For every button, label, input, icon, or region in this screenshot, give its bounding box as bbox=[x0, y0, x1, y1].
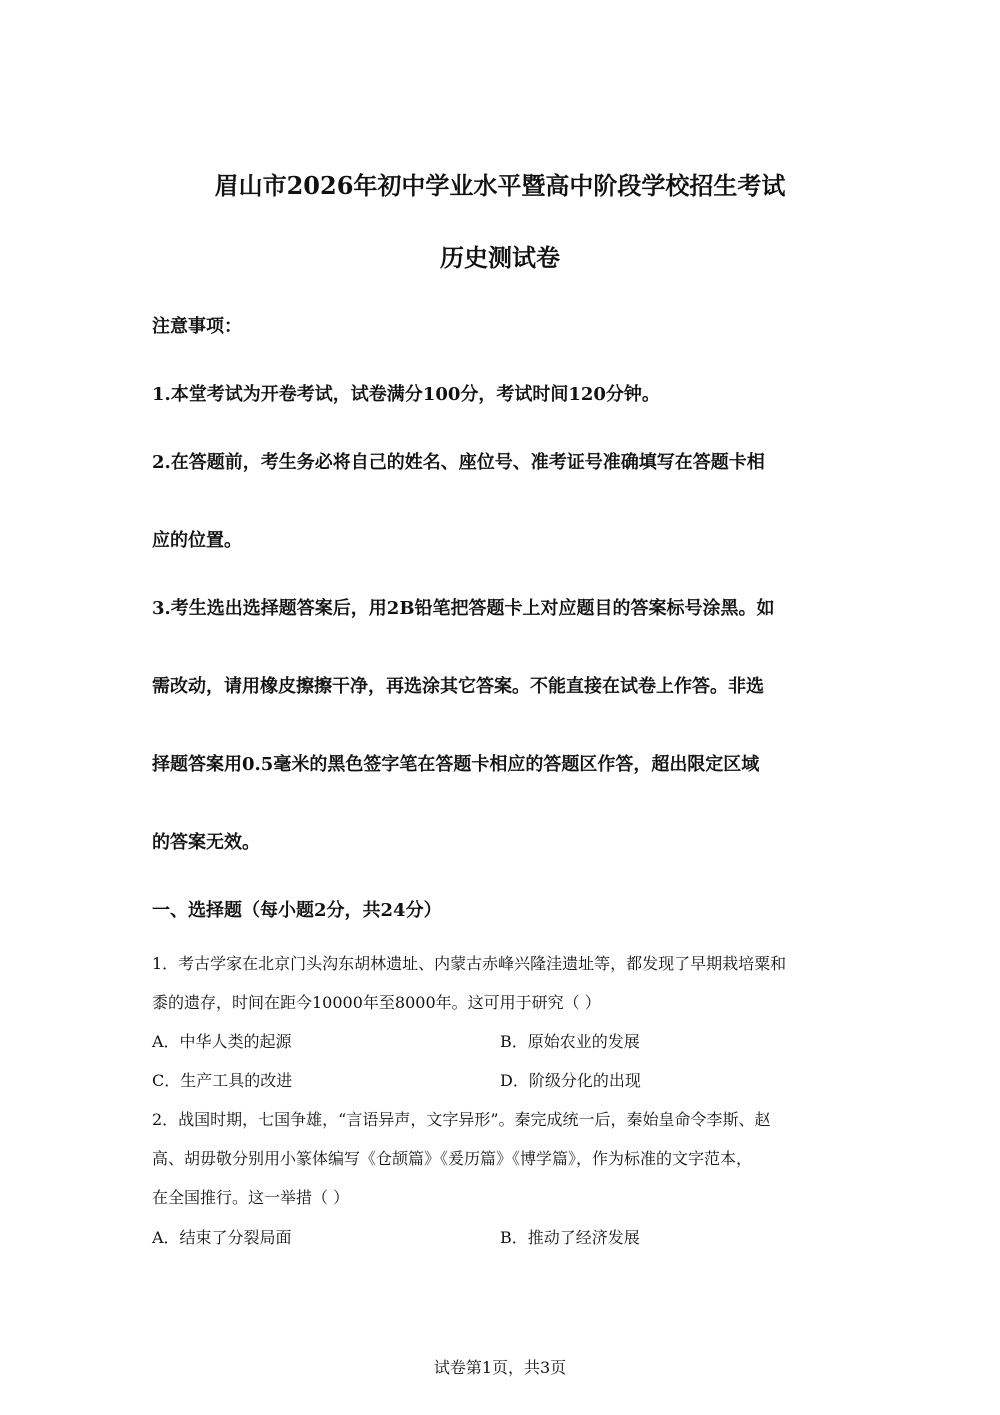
notice-line-3d: 的答案无效。 bbox=[152, 832, 260, 853]
notice-line-1: 1.本堂考试为开卷考试，试卷满分100分，考试时间120分钟。 bbox=[152, 384, 660, 405]
notice-line-3b: 需改动，请用橡皮擦擦干净，再选涂其它答案。不能直接在试卷上作答。非选 bbox=[152, 676, 764, 697]
exam-title: 眉山市2026年初中学业水平暨高中阶段学校招生考试 bbox=[214, 171, 786, 200]
question-1-option-c: C．生产工具的改进 bbox=[152, 1071, 293, 1090]
question-2-line-2: 高、胡毋敬分别用小篆体编写《仓颉篇》《爰历篇》《博学篇》，作为标准的文字范本， bbox=[152, 1149, 753, 1168]
notice-line-2a: 2.在答题前，考生务必将自己的姓名、座位号、准考证号准确填写在答题卡相 bbox=[152, 452, 765, 473]
question-1-option-b: B．原始农业的发展 bbox=[500, 1032, 640, 1051]
question-1-option-d: D．阶级分化的出现 bbox=[500, 1071, 641, 1090]
question-1-line-2: 黍的遗存，时间在距今10000年至8000年。这可用于研究（ ） bbox=[152, 993, 601, 1012]
question-1-line-1: 1．考古学家在北京门头沟东胡林遗址、内蒙古赤峰兴隆洼遗址等，都发现了早期栽培粟和 bbox=[152, 954, 787, 973]
question-2-line-1: 2．战国时期，七国争雄，“言语异声，文字异形”。秦完成统一后，秦始皇命令李斯、赵 bbox=[152, 1110, 771, 1129]
question-2-option-b: B．推动了经济发展 bbox=[500, 1228, 640, 1247]
section-heading: 一、选择题（每小题2分，共24分） bbox=[152, 900, 442, 921]
notice-heading: 注意事项： bbox=[152, 316, 242, 337]
notice-line-2b: 应的位置。 bbox=[152, 530, 242, 551]
question-2-option-a: A．结束了分裂局面 bbox=[152, 1228, 292, 1247]
notice-line-3a: 3.考生选出选择题答案后，用2B铅笔把答题卡上对应题目的答案标号涂黑。如 bbox=[152, 598, 775, 619]
notice-line-3c: 择题答案用0.5毫米的黑色签字笔在答题卡相应的答题区作答，超出限定区域 bbox=[152, 754, 760, 775]
exam-subtitle: 历史测试卷 bbox=[440, 243, 560, 272]
page-footer: 试卷第1页，共3页 bbox=[433, 1358, 567, 1377]
question-2-line-3: 在全国推行。这一举措（ ） bbox=[152, 1188, 350, 1207]
question-1-option-a: A．中华人类的起源 bbox=[152, 1032, 292, 1051]
